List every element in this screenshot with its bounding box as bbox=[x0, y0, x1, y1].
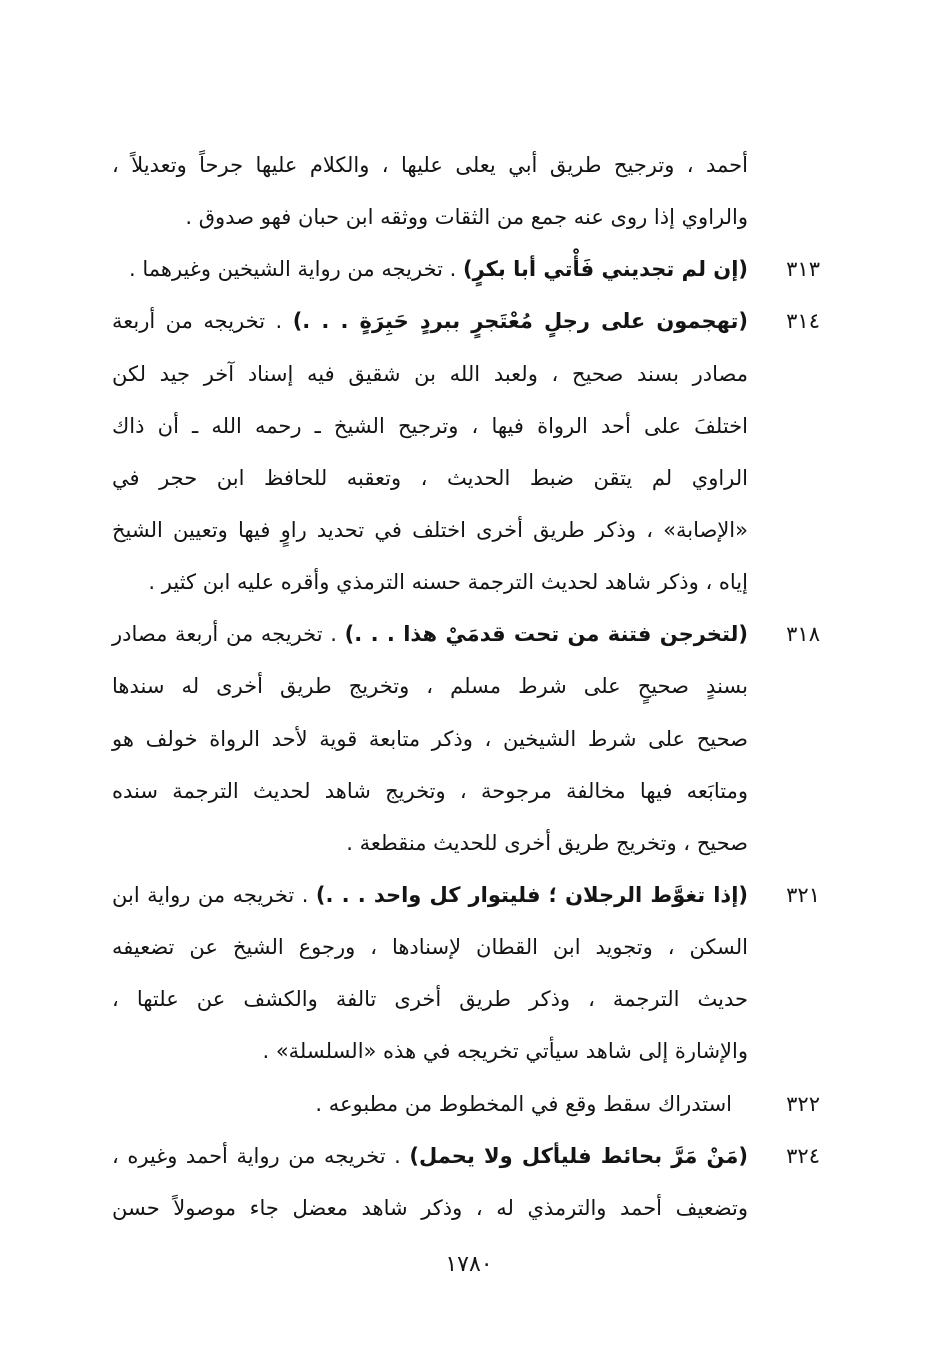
entry-text: . تخريجه من رواية ابن bbox=[112, 882, 316, 907]
entry-line bbox=[112, 1025, 820, 1077]
entry-322 bbox=[112, 1078, 820, 1130]
entry-title: (إذا تغوَّط الرجلان ؛ فليتوار كل واحد . . .) bbox=[315, 882, 748, 907]
entry-line bbox=[112, 400, 820, 452]
page-number: ١٧٨٠ bbox=[445, 1252, 493, 1277]
entry-title: (إن لم تجديني فَأْتي أبا بكرٍ) bbox=[463, 257, 748, 282]
index-entries bbox=[112, 139, 820, 1234]
entry-text-line: «الإصابة» ، وذكر طريق أخرى اختلف في تحديد راوٍ فيها وتعيين الشيخ bbox=[112, 517, 748, 542]
entry-text-line: ومتابَعه فيها مخالفة مرجوحة ، وتخريج شاهد لحديث الترجمة سنده bbox=[112, 778, 748, 803]
entry-text-line: وتضعيف أحمد والترمذي له ، وذكر شاهد معضل جاء موصولاً حسن bbox=[112, 1195, 748, 1220]
entry-line bbox=[112, 348, 820, 400]
entry-text-line: أحمد ، وترجيح طريق أبي يعلى عليها ، والكلام عليها جرحاً وتعديلاً ، bbox=[112, 153, 748, 177]
entry-text-line: والإشارة إلى شاهد سيأتي تخريجه في هذه «السلسلة» . bbox=[262, 1039, 748, 1064]
entry-314 bbox=[112, 295, 820, 347]
entry-number: ٣١٣ bbox=[786, 257, 820, 282]
entry-text-line: والراوي إذا روى عنه جمع من الثقات ووثقه ابن حبان فهو صدوق . bbox=[185, 205, 748, 230]
entry-text-line: صحيح على شرط الشيخين ، وذكر متابعة قوية لأحد الرواة خولف هو bbox=[112, 726, 748, 751]
entry-line bbox=[112, 713, 820, 765]
entry-line bbox=[112, 973, 820, 1025]
entry-line bbox=[112, 556, 820, 608]
entry-title: (مَنْ مَرَّ بحائط فليأكل ولا يحمل) bbox=[409, 1143, 748, 1168]
entry-number: ٣١٨ bbox=[786, 622, 820, 647]
entry-text-line: الراوي لم يتقن ضبط الحديث ، وتعقبه للحافظ ابن حجر في bbox=[112, 465, 748, 490]
entry-321 bbox=[112, 869, 820, 921]
entry-line bbox=[112, 1182, 820, 1234]
entry-313 bbox=[112, 243, 820, 295]
entry-text: . تخريجه من رواية الشيخين وغيرهما . bbox=[128, 257, 464, 282]
entry-text-line bbox=[112, 295, 748, 347]
entry-text-line bbox=[112, 243, 748, 295]
entry-318 bbox=[112, 608, 820, 660]
entry-title: (لتخرجن فتنة من تحت قدمَيْ هذا . . .) bbox=[344, 622, 749, 647]
entry-number: ٣٢٢ bbox=[786, 1091, 820, 1116]
entry-line bbox=[112, 660, 820, 712]
entry-line bbox=[112, 452, 820, 504]
entry-text-line bbox=[112, 869, 748, 921]
entry-continuation-line bbox=[112, 139, 820, 191]
entry-line bbox=[112, 817, 820, 869]
entry-text-line: مصادر بسند صحيح ، ولعبد الله بن شقيق فيه إسناد آخر جيد لكن bbox=[112, 361, 748, 386]
entry-number: ٣١٤ bbox=[786, 309, 820, 334]
entry-text-line: إياه ، وذكر شاهد لحديث الترجمة حسنه الترمذي وأقره عليه ابن كثير . bbox=[148, 570, 748, 595]
entry-continuation-line bbox=[112, 191, 820, 243]
entry-text-line: حديث الترجمة ، وذكر طريق أخرى تالفة والكشف عن علتها ، bbox=[112, 987, 748, 1012]
entry-text: . تخريجه من أربعة مصادر bbox=[112, 622, 345, 647]
entry-line bbox=[112, 921, 820, 973]
entry-text-line bbox=[112, 608, 748, 660]
entry-text-line: استدراك سقط وقع في المخطوط من مطبوعه . bbox=[315, 1091, 732, 1116]
entry-title: (تهجمون على رجلٍ مُعْتَجرٍ ببردٍ حَبِرَةٍ . . .) bbox=[292, 309, 748, 334]
entry-text-line bbox=[112, 1130, 748, 1182]
entry-324 bbox=[112, 1130, 820, 1182]
entry-text: . تخريجه من رواية أحمد وغيره ، bbox=[112, 1143, 410, 1168]
entry-number: ٣٢١ bbox=[786, 882, 820, 907]
entry-line bbox=[112, 504, 820, 556]
entry-text: . تخريجه من أربعة bbox=[112, 309, 293, 334]
entry-text-line: اختلفَ على أحد الرواة فيها ، وترجيح الشيخ ـ رحمه الله ـ أن ذاك bbox=[112, 413, 748, 438]
entry-text-line: بسندٍ صحيحٍ على شرط مسلم ، وتخريج طريق أخرى له سندها bbox=[112, 674, 748, 699]
entry-text-line: صحيح ، وتخريج طريق أخرى للحديث منقطعة . bbox=[346, 830, 748, 855]
entry-number: ٣٢٤ bbox=[786, 1143, 820, 1168]
entry-text-line: السكن ، وتجويد ابن القطان لإسنادها ، ورجوع الشيخ عن تضعيفه bbox=[112, 935, 748, 960]
entry-line bbox=[112, 765, 820, 817]
